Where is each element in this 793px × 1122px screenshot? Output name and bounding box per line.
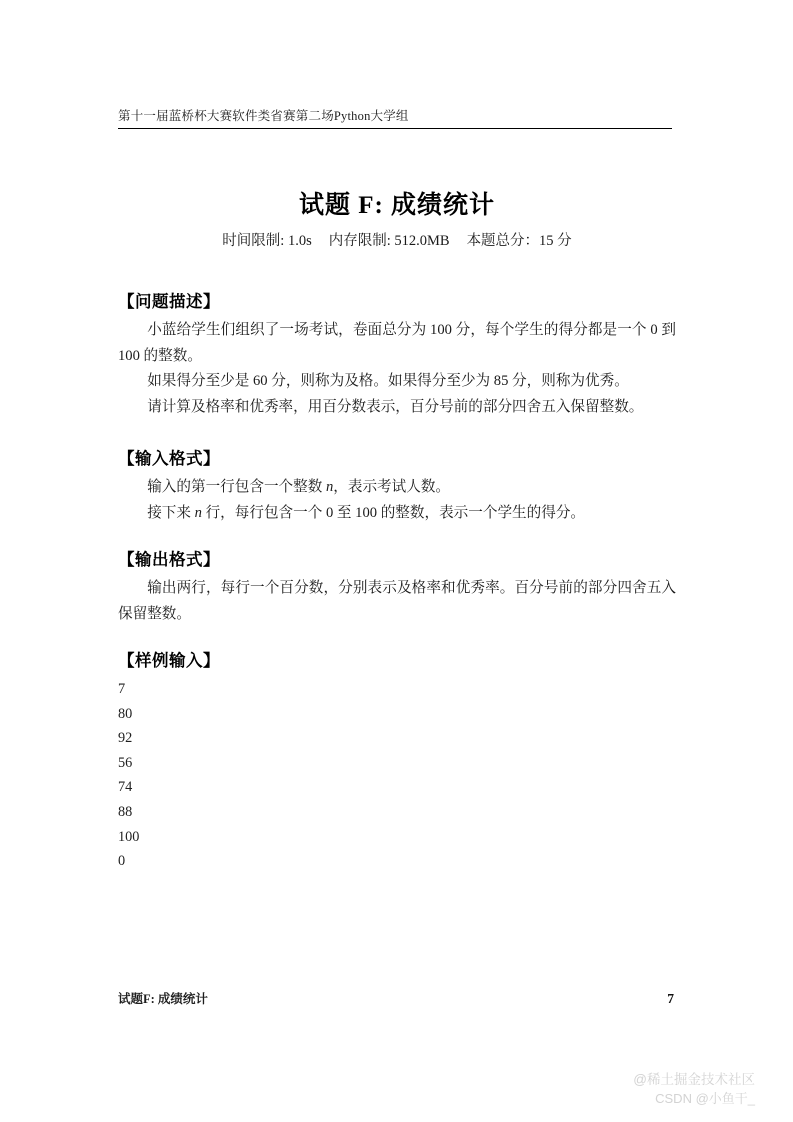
- sample-input-line: 100: [118, 828, 140, 845]
- input-line2-text-b: 行，每行包含一个 0 至 100 的整数，表示一个学生的得分。: [201, 504, 586, 521]
- section-input-format: [118, 445, 676, 526]
- page-footer: [118, 989, 674, 1007]
- problem-paragraph-2: 如果得分至少是 60 分，则称为及格。如果得分至少为 85 分，则称为优秀。: [147, 373, 629, 389]
- memory-limit-label: 内存限制: 512.0MB: [328, 233, 450, 249]
- section-output-format: [118, 546, 676, 627]
- footer-problem-label: 试题F: 成绩统计: [118, 992, 208, 1006]
- input-line1-text-a: 输入的第一行包含一个整数: [147, 479, 326, 495]
- input-line1-variable: n: [325, 479, 334, 495]
- sample-input-line: 56: [118, 754, 133, 771]
- input-line1-text-b: ，表示考试人数。: [333, 479, 451, 495]
- section-problem-description: [118, 288, 676, 420]
- total-score-label: 本题总分：15 分: [466, 233, 572, 249]
- time-limit-label: 时间限制: 1.0s: [222, 233, 312, 249]
- sample-input-line: 74: [118, 779, 133, 796]
- input-format-line-2: [118, 501, 676, 527]
- input-format-line-1: [118, 475, 676, 501]
- running-header: [118, 108, 672, 129]
- sample-input-block: [118, 677, 676, 874]
- section-heading-output-format: 【输出格式】: [118, 550, 220, 569]
- problem-paragraph-3: 请计算及格率和优秀率，用百分数表示，百分号前的部分四舍五入保留整数。: [147, 398, 644, 415]
- sample-input-line: 92: [118, 730, 133, 747]
- spacer-after-input-format: [118, 530, 676, 546]
- footer-page-number: 7: [667, 991, 674, 1006]
- watermark: [633, 1070, 755, 1108]
- sample-input-line: 0: [118, 853, 126, 870]
- section-heading-input-format: 【输入格式】: [118, 449, 220, 468]
- spacer-after-output-format: [118, 631, 676, 647]
- section-heading-problem: 【问题描述】: [118, 292, 220, 311]
- section-heading-sample-input: 【样例输入】: [118, 651, 220, 670]
- page-title: 试题 F: 成绩统计: [298, 192, 496, 219]
- watermark-line-1: @稀土掘金技术社区: [633, 1072, 755, 1087]
- watermark-line-2: CSDN @小鱼干_: [655, 1091, 755, 1106]
- problem-constraints: [118, 229, 676, 250]
- section-sample-input: [118, 647, 676, 874]
- input-line2-variable: n: [194, 504, 202, 521]
- sample-input-line: 88: [118, 803, 133, 820]
- sample-input-line: 7: [118, 681, 126, 697]
- document-body: [118, 288, 676, 878]
- sample-input-line: 80: [118, 705, 133, 722]
- input-line2-text-a: 接下来: [147, 504, 195, 521]
- problem-paragraph-1: 小蓝给学生们组织了一场考试，卷面总分为 100 分，每个学生的得分都是一个 0 到 100 的整数。: [118, 322, 676, 364]
- header-rule-divider: [118, 128, 672, 129]
- output-format-paragraph: 输出两行，每行一个百分数，分别表示及格率和优秀率。百分号前的部分四舍五入保留整数。: [118, 580, 676, 622]
- spacer-after-problem: [118, 424, 676, 445]
- running-header-text: 第十一届蓝桥杯大赛软件类省赛第二场Python大学组: [118, 109, 409, 123]
